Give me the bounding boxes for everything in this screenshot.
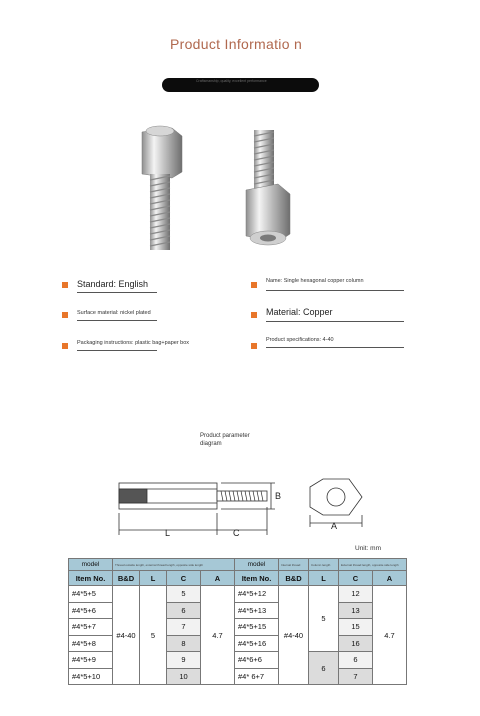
header-c: C — [167, 571, 201, 586]
product-photo — [120, 110, 360, 260]
table-row: #4*5+5 #4-40 5 5 4.7 — [69, 586, 235, 603]
table-row: #4*5+9 9 — [69, 652, 235, 669]
spec-specifications: Product specifications: 4-40 — [266, 337, 334, 343]
table-row: #4*5+13 13 — [235, 602, 407, 619]
table-row: #4*5+10 10 — [69, 668, 235, 685]
header-item-no: Item No. — [235, 571, 279, 586]
table-row: #4*5+8 8 — [69, 635, 235, 652]
spec-underline — [77, 350, 157, 351]
page-title: Product Informatio n — [170, 36, 303, 52]
diagram-title: Product parameter diagram — [200, 433, 250, 447]
bullet-icon — [251, 312, 257, 318]
table-row: #4*5+15 15 — [235, 619, 407, 636]
table-row: #4*6+6 6 6 — [235, 652, 407, 669]
bullet-icon — [251, 343, 257, 349]
spec-name: Name: Single hexagonal copper column — [266, 278, 364, 284]
header-a: A — [373, 571, 407, 586]
label-c: C — [233, 528, 240, 538]
spec-standard: Standard: English — [77, 279, 149, 289]
subtitle-text: Craftsmanship, quality, excellent performance — [196, 79, 267, 83]
header-bd: B&D — [113, 571, 140, 586]
standoff-left — [142, 126, 182, 250]
header-bd: B&D — [279, 571, 309, 586]
header-l: L — [309, 571, 339, 586]
dimension-diagram — [105, 465, 380, 550]
header-a: A — [201, 571, 235, 586]
spec-surface: Surface material: nickel plated — [77, 310, 151, 316]
table-row: #4*5+12 #4-40 5 12 4.7 — [235, 586, 407, 603]
label-a: A — [331, 521, 338, 531]
bullet-icon — [62, 343, 68, 349]
spec-table-right: model Internal thread Column length External thread length, opposite side length Item No. B&D L C A #4*5+12 #4-40 5 12 4.7 #4*5+13 13 #4*5+15 15 #4*5+16 16 #4*6+6 6 6 #4* 6+7 7 — [234, 558, 407, 685]
label-b: B — [275, 491, 282, 501]
table-row: #4* 6+7 7 — [235, 668, 407, 685]
spec-underline — [266, 321, 404, 322]
label-l: L — [165, 528, 171, 538]
spec-underline — [266, 347, 404, 348]
header-c: C — [339, 571, 373, 586]
subtitle-banner — [162, 78, 319, 92]
spec-underline — [77, 292, 157, 293]
spec-material: Material: Copper — [266, 307, 333, 317]
spec-packaging: Packaging instructions: plastic bag+paper box — [77, 340, 190, 346]
table-row: #4*5+16 16 — [235, 635, 407, 652]
table-row: #4*5+6 6 — [69, 602, 235, 619]
model-label: model — [69, 559, 113, 571]
bullet-icon — [251, 282, 257, 288]
standoff-right — [246, 130, 290, 245]
bullet-icon — [62, 282, 68, 288]
spec-underline — [77, 320, 157, 321]
spec-underline — [266, 290, 404, 291]
model-label: model — [235, 559, 279, 571]
bullet-icon — [62, 312, 68, 318]
spec-table-left — [68, 558, 235, 685]
header-item-no: Item No. — [69, 571, 113, 586]
table-row: #4*5+7 7 — [69, 619, 235, 636]
column-description: Thread outside length, external thread length, opposite side length — [113, 559, 235, 571]
unit-label: Unit: mm — [355, 545, 381, 552]
header-l: L — [140, 571, 167, 586]
